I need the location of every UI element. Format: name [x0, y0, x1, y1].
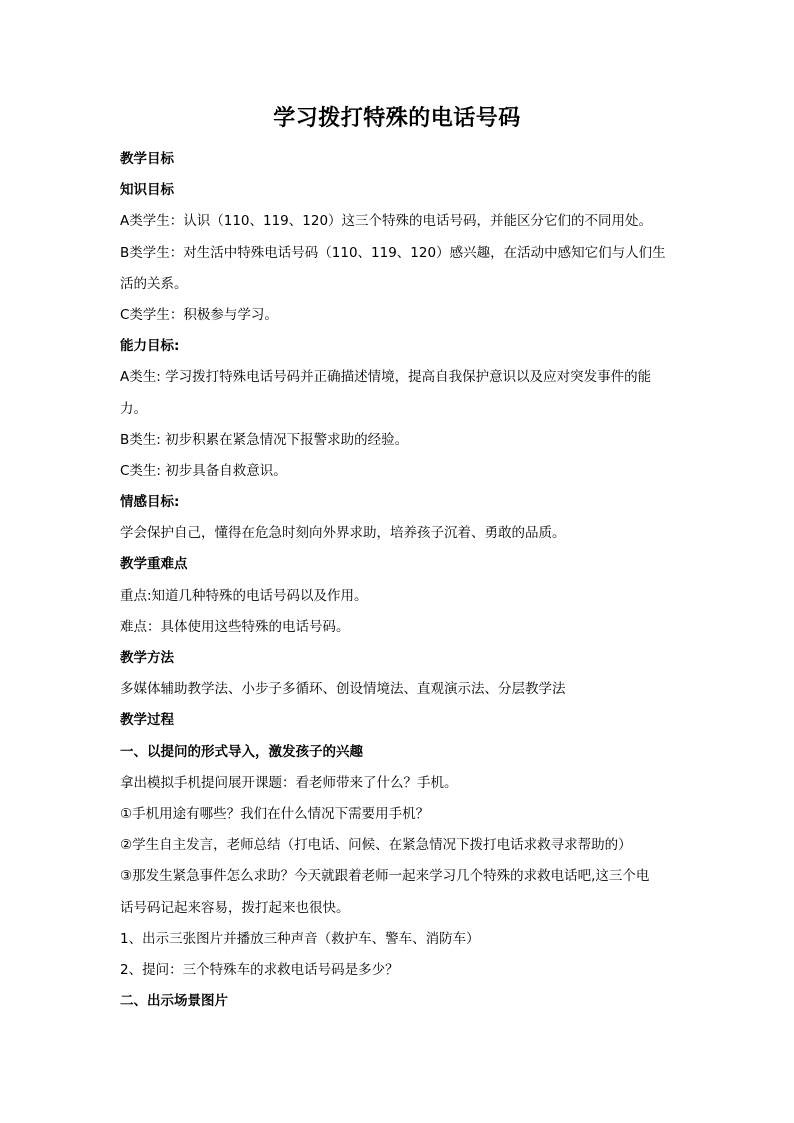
- section-heading: 教学过程: [120, 712, 174, 729]
- section-heading: 教学方法: [120, 650, 174, 666]
- body-text-line: B类生: 初步积累在紧急情况下报警求助的经验。: [120, 431, 409, 448]
- section-heading: 一、以提问的形式导入，激发孩子的兴趣: [120, 743, 363, 760]
- section-heading: 二、出示场景图片: [120, 993, 228, 1010]
- body-text-line: 重点:知道几种特殊的电话号码以及作用。: [120, 587, 368, 604]
- body-text-line: 活的关系。: [120, 275, 188, 292]
- body-text-line: 话号码记起来容易，拨打起来也很快。: [120, 899, 350, 916]
- section-heading: 知识目标: [120, 182, 174, 199]
- document-body: [120, 144, 680, 1017]
- body-text-line: ③那发生紧急事件怎么求助？今天就跟着老师一起来学习几个特殊的求救电话吧,这三个电: [120, 868, 650, 885]
- body-text-line: 多媒体辅助教学法、小步子多循环、创设情境法、直观演示法、分层教学法: [120, 681, 566, 698]
- body-text-line: C类学生：积极参与学习。: [120, 306, 278, 323]
- body-text-line: B类学生：对生活中特殊电话号码（110、119、120）感兴趣，在活动中感知它们与人们生: [120, 244, 666, 261]
- body-text-line: 学会保护自己，懂得在危急时刻向外界求助，培养孩子沉着、勇敢的品质。: [120, 525, 566, 542]
- body-text-line: ②学生自主发言，老师总结（打电话、问候、在紧急情况下拨打电话求救寻求帮助的）: [120, 837, 632, 854]
- section-heading: 能力目标:: [120, 338, 180, 355]
- body-text-line: 2、提问：三个特殊车的求救电话号码是多少？: [120, 961, 399, 978]
- body-text-line: 拿出模拟手机提问展开课题：看老师带来了什么？手机。: [120, 774, 458, 791]
- section-heading: 教学目标: [120, 151, 174, 167]
- page-title: 学习拨打特殊的电话号码: [273, 106, 521, 131]
- body-text-line: A类学生：认识（110、119、120）这三个特殊的电话号码，并能区分它们的不同用处。: [120, 213, 653, 230]
- body-text-line: A类生: 学习拨打特殊电话号码并正确描述情境，提高自我保护意识以及应对突发事件的能: [120, 369, 652, 386]
- section-heading: 情感目标:: [120, 494, 180, 511]
- section-heading: 教学重难点: [120, 556, 188, 573]
- body-text-line: 难点：具体使用这些特殊的电话号码。: [120, 618, 350, 635]
- body-text-line: 力。: [120, 400, 147, 417]
- body-text-line: 1、出示三张图片并播放三种声音（救护车、警车、消防车）: [120, 930, 480, 947]
- body-text-line: C类生: 初步具备自救意识。: [120, 462, 287, 479]
- body-text-line: ①手机用途有哪些？我们在什么情况下需要用手机？: [120, 805, 430, 822]
